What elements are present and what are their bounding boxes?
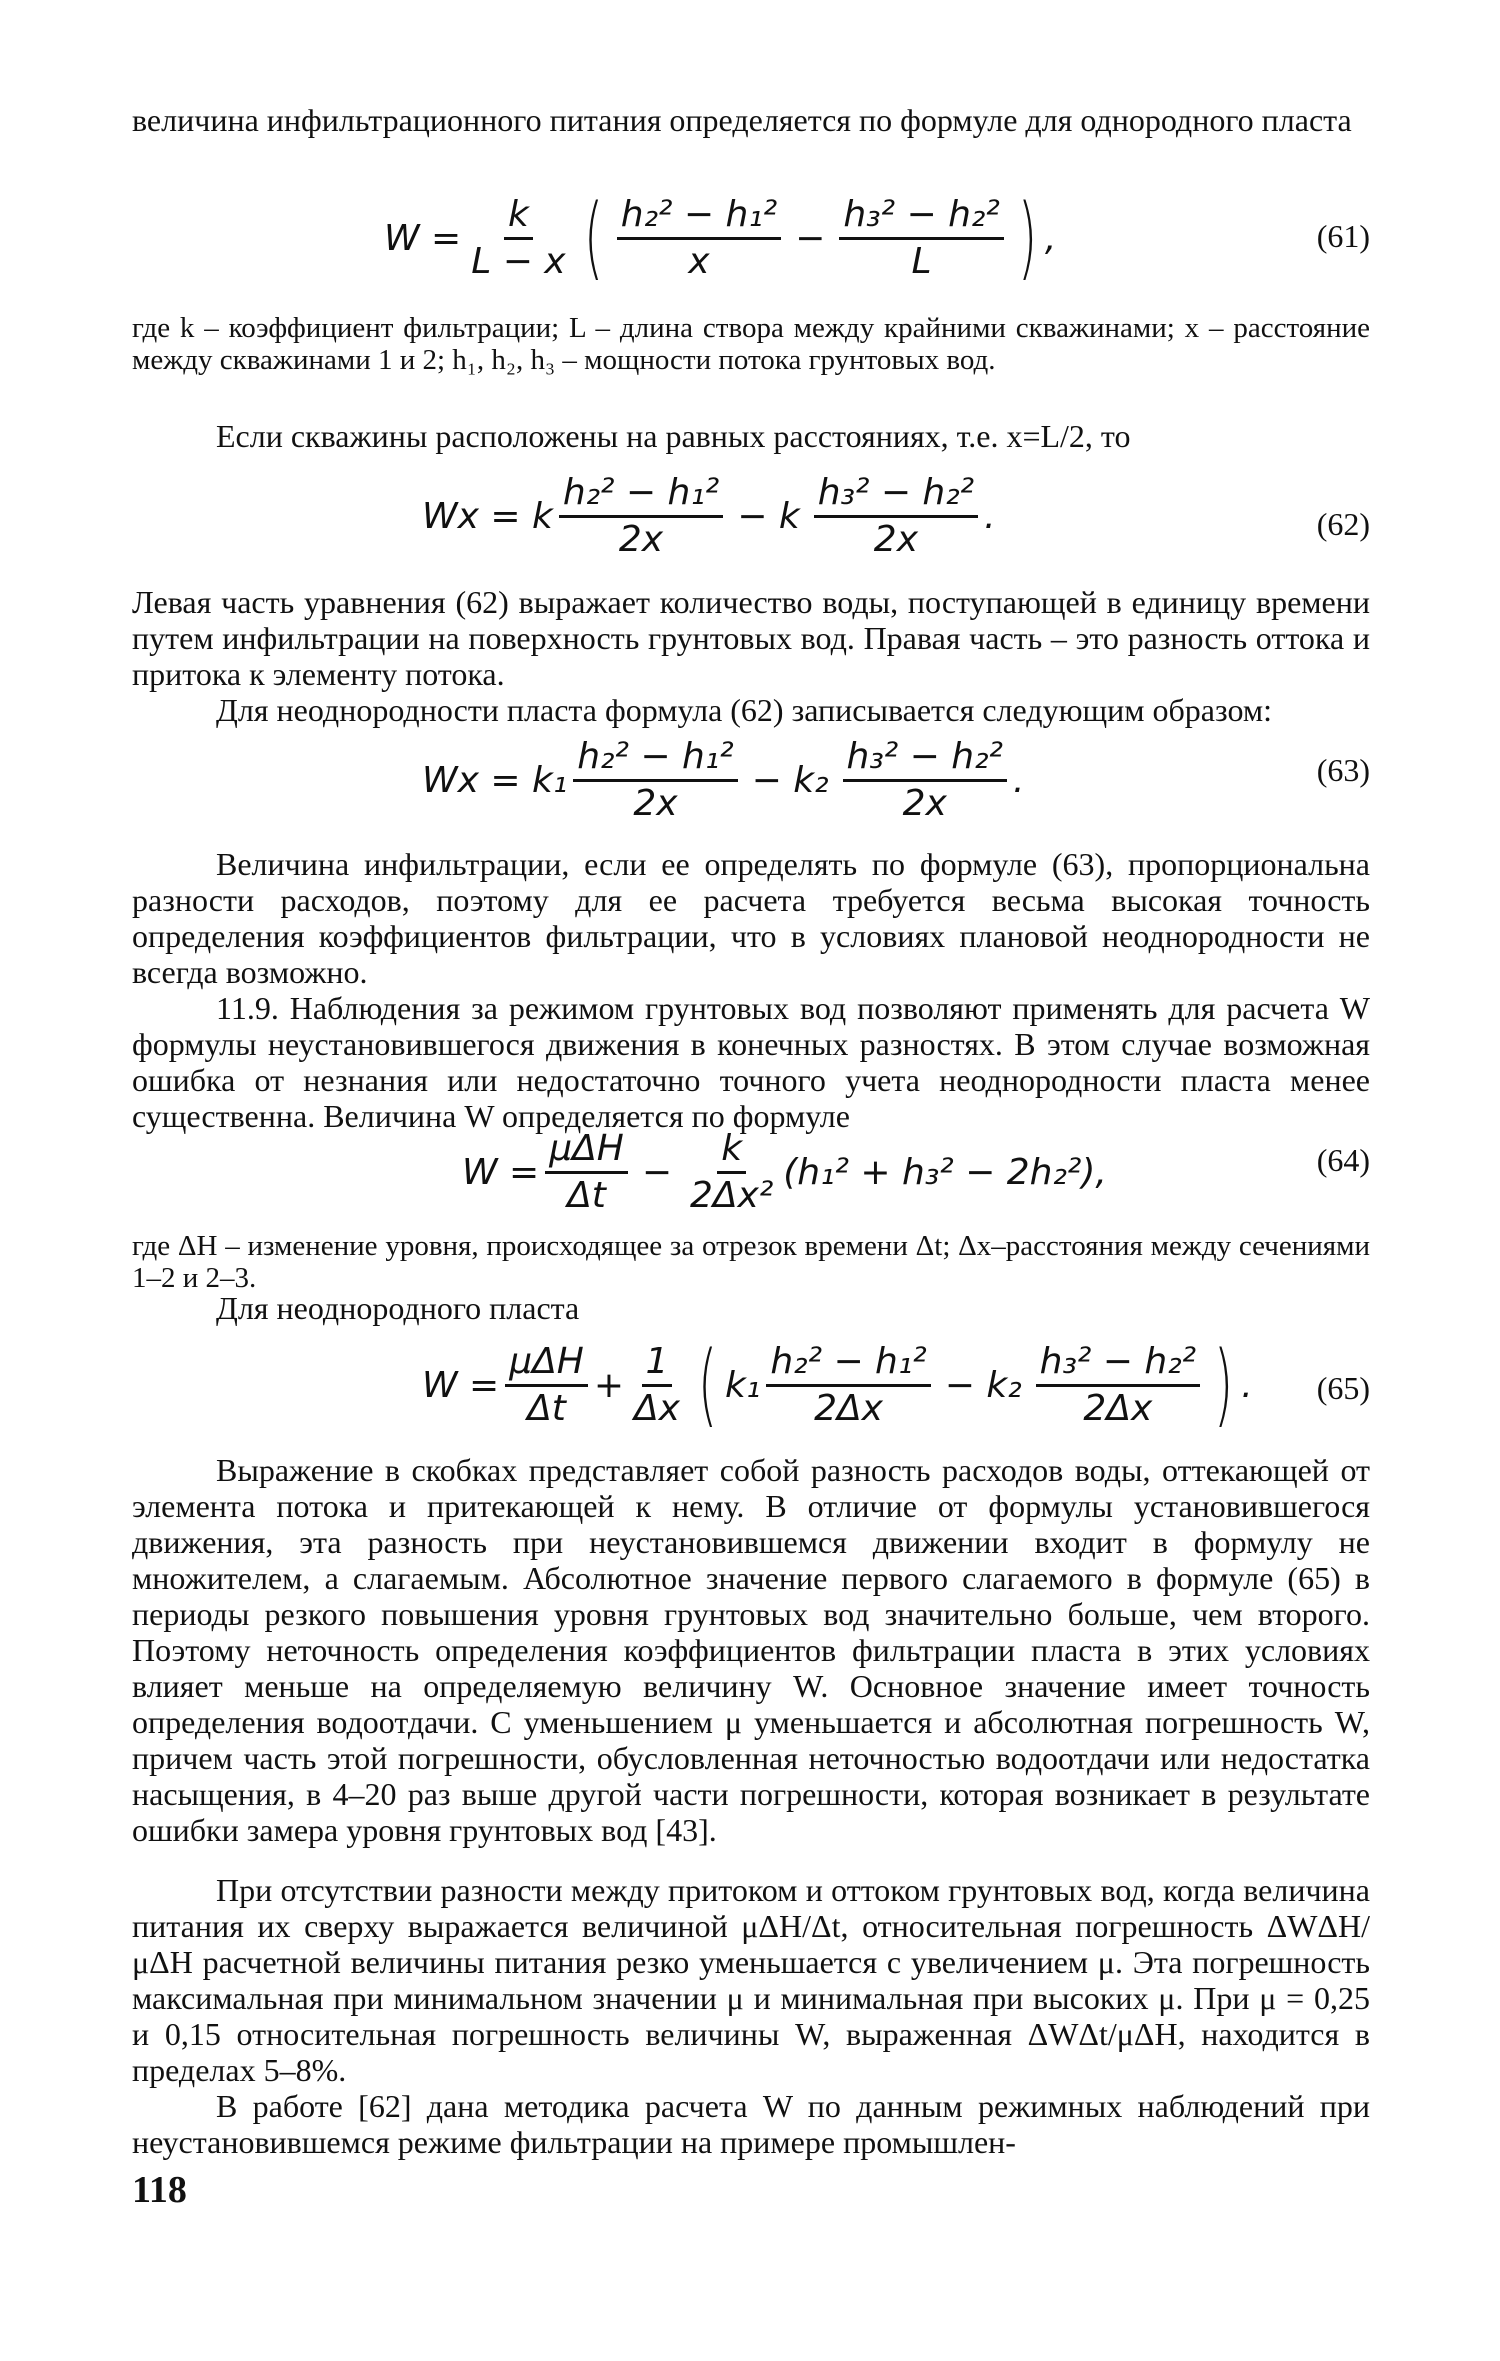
eq62-frac-2-den: 2x [873, 518, 919, 560]
eq61-frac-2-den: x [688, 240, 710, 282]
paragraph-left-side: Левая часть уравнения (62) выражает количество воды, поступающей в единицу времени путем инфильтрации на поверхность грунтовых вод. Правая часть – это разность оттока и притока к элементу потока. [132, 584, 1370, 692]
eq65-k1: k₁ [725, 1364, 761, 1406]
paragraph-relative-error: При отсутствии разности между притоком и оттоком грунтовых вод, когда величина питания их сверху выражается величиной μΔH/Δt, относительная погрешность ΔWΔH/μΔH расчетной величины питания резко уменьшается с увеличением μ. Эта погрешность максимальная при минимальном значении μ и минимальная при высоких μ. При μ = 0,25 и 0,15 относительная погрешность величины W, выраженная ΔWΔt/μΔH, находится в пределах 5–8%. [132, 1872, 1370, 2088]
eq62-frac-2-num: h₃² − h₂² [814, 473, 978, 518]
paragraph-inhomogeneous-layer: Для неоднородного пласта [216, 1290, 580, 1326]
eq64-frac-1-den: Δt [567, 1174, 606, 1216]
equation-65 [132, 1330, 1370, 1440]
paragraph-bracket-expression: Выражение в скобках представляет собой разность расходов воды, оттекающей от элемента потока и притекающей к нему. В отличие от формулы установившегося движения, эта разность при неустановившемся движении входит в формулу не множителем, а слагаемым. Абсолютное значение первого слагаемого в формуле (65) в периоды резкого повышения уровня грунтовых вод значительно больше, чем второго. Поэтому неточность определения коэффициентов фильтрации пласта в этих условиях влияет меньше на определяемую величину W. Основное значение имеет точность определения водоотдачи. С уменьшением μ уменьшается и абсолютная погрешность W, причем часть этой погрешности, обусловленная неточностью водоотдачи или недостатка насыщения, в 4–20 раз выше другой части погрешности, которая возникает в результате ошибки замера уровня грунтовых вод [43]. [132, 1452, 1370, 1848]
eq61-close-paren: ) [1017, 185, 1037, 290]
eq65-frac-4-den: 2Δx [1083, 1387, 1153, 1429]
equation-62 [132, 466, 1370, 566]
paragraph-equal-spacing: Если скважины расположены на равных расстояниях, т.е. x=L/2, то [216, 418, 1131, 454]
eq64-frac-2-den: 2Δx² [689, 1174, 774, 1216]
paragraph-delta-definitions: где ΔH – изменение уровня, происходящее за отрезок времени Δt; Δx–расстояния между сечениями 1–2 и 2–3. [132, 1230, 1370, 1294]
eq61-tail: , [1044, 217, 1057, 259]
eq65-open-paren: ( [697, 1332, 718, 1437]
eq65-frac-3 [766, 1342, 930, 1429]
eq62-label: (62) [1316, 506, 1370, 542]
eq64-frac-2-num: k [717, 1129, 746, 1174]
eq65-frac-4 [1036, 1342, 1200, 1429]
eq63-frac-2-num: h₃² − h₂² [843, 737, 1007, 782]
eq61-frac-2-num: h₂² − h₁² [617, 195, 781, 240]
eq61-minus: − [795, 217, 826, 259]
eq61-lhs: W = [384, 217, 462, 259]
eq65-mid: − k₂ [944, 1364, 1022, 1406]
eq65-frac-2 [630, 1342, 684, 1429]
eq65-frac-2-num: 1 [642, 1342, 673, 1387]
eq64-label: (64) [1316, 1142, 1370, 1178]
eq64-bracket: (h₁² + h₃² − 2h₂²), [783, 1151, 1107, 1193]
eq64-lhs: W = [462, 1151, 540, 1193]
eq62-lhs: Wx = k [422, 495, 553, 537]
equation-64 [132, 1122, 1370, 1222]
eq65-frac-1-num: μΔH [505, 1342, 588, 1387]
eq64-frac-2 [686, 1129, 777, 1216]
paragraph-definitions: где k – коэффициент фильтрации; L – длина створа между крайними скважинами; x – расстояние между скважинами 1 и 2; h₁, h₂, h₃ – мощности потока грунтовых вод. [132, 312, 1370, 376]
eq62-frac-1-den: 2x [618, 518, 664, 560]
eq65-close-paren: ) [1213, 1332, 1234, 1437]
eq62-frac-1-num: h₂² − h₁² [559, 473, 723, 518]
paragraph-11-9: 11.9. Наблюдения за режимом грунтовых вод позволяют применять для расчета W формулы неустановившегося движения в конечных разностях. В этом случае возможная ошибка от незнания или недостаточно точного учета неоднородности пласта менее существенна. Величина W определяется по формуле [132, 990, 1370, 1134]
eq63-frac-1 [573, 737, 737, 824]
eq63-frac-1-num: h₂² − h₁² [573, 737, 737, 782]
eq63-frac-2-den: 2x [902, 782, 947, 824]
eq61-frac-3 [839, 195, 1003, 282]
paragraph-inhomogeneity: Для неоднородности пласта формула (62) записывается следующим образом: [216, 692, 1272, 728]
paragraph-method-reference: В работе [62] дана методика расчета W по данным режимных наблюдений при неустановившемся режиме фильтрации на примере промышлен- [132, 2088, 1370, 2160]
eq65-frac-4-num: h₃² − h₂² [1036, 1342, 1200, 1387]
eq62-frac-2 [814, 473, 978, 560]
eq63-frac-1-den: 2x [633, 782, 678, 824]
eq65-plus: + [593, 1364, 624, 1406]
eq63-label: (63) [1316, 752, 1370, 788]
eq65-frac-1 [505, 1342, 588, 1429]
eq65-frac-2-den: Δx [633, 1387, 680, 1429]
eq61-frac-2 [617, 195, 781, 282]
eq65-frac-1-den: Δt [527, 1387, 566, 1429]
paragraph-intro: величина инфильтрационного питания определяется по формуле для однородного пласта [132, 102, 1352, 138]
eq62-frac-1 [559, 473, 723, 560]
eq61-frac-3-den: L [911, 240, 932, 282]
eq61-label: (61) [1316, 218, 1370, 254]
eq64-frac-1-num: μΔH [545, 1129, 628, 1174]
eq63-tail: . [1012, 759, 1025, 801]
paragraph-infiltration-value: Величина инфильтрации, если ее определять по формуле (63), пропорциональна разности расходов, поэтому для ее расчета требуется весьма высокая точность определения коэффициентов фильтрации, что в условиях плановой неоднородности не всегда возможно. [132, 846, 1370, 990]
eq65-frac-3-num: h₂² − h₁² [766, 1342, 930, 1387]
eq61-open-paren: ( [583, 185, 603, 290]
eq64-frac-1 [545, 1129, 628, 1216]
eq63-frac-2 [843, 737, 1007, 824]
eq65-frac-3-den: 2Δx [814, 1387, 883, 1429]
eq63-mid: − k₂ [751, 759, 829, 801]
eq62-tail: . [984, 495, 996, 537]
eq62-mid: − k [737, 495, 800, 537]
eq61-frac-k-den: L − x [471, 240, 566, 282]
eq63-lhs: Wx = k₁ [422, 759, 568, 801]
equation-63 [132, 730, 1370, 830]
eq65-tail: . [1241, 1364, 1253, 1406]
page-number: 118 [132, 2169, 187, 2211]
eq65-label: (65) [1316, 1370, 1370, 1406]
equation-61 [132, 185, 1370, 290]
eq61-frac-k [467, 195, 569, 282]
eq61-frac-k-num: k [504, 195, 533, 240]
eq64-minus: − [641, 1151, 672, 1193]
eq65-lhs: W = [422, 1364, 500, 1406]
eq61-frac-3-num: h₃² − h₂² [839, 195, 1003, 240]
